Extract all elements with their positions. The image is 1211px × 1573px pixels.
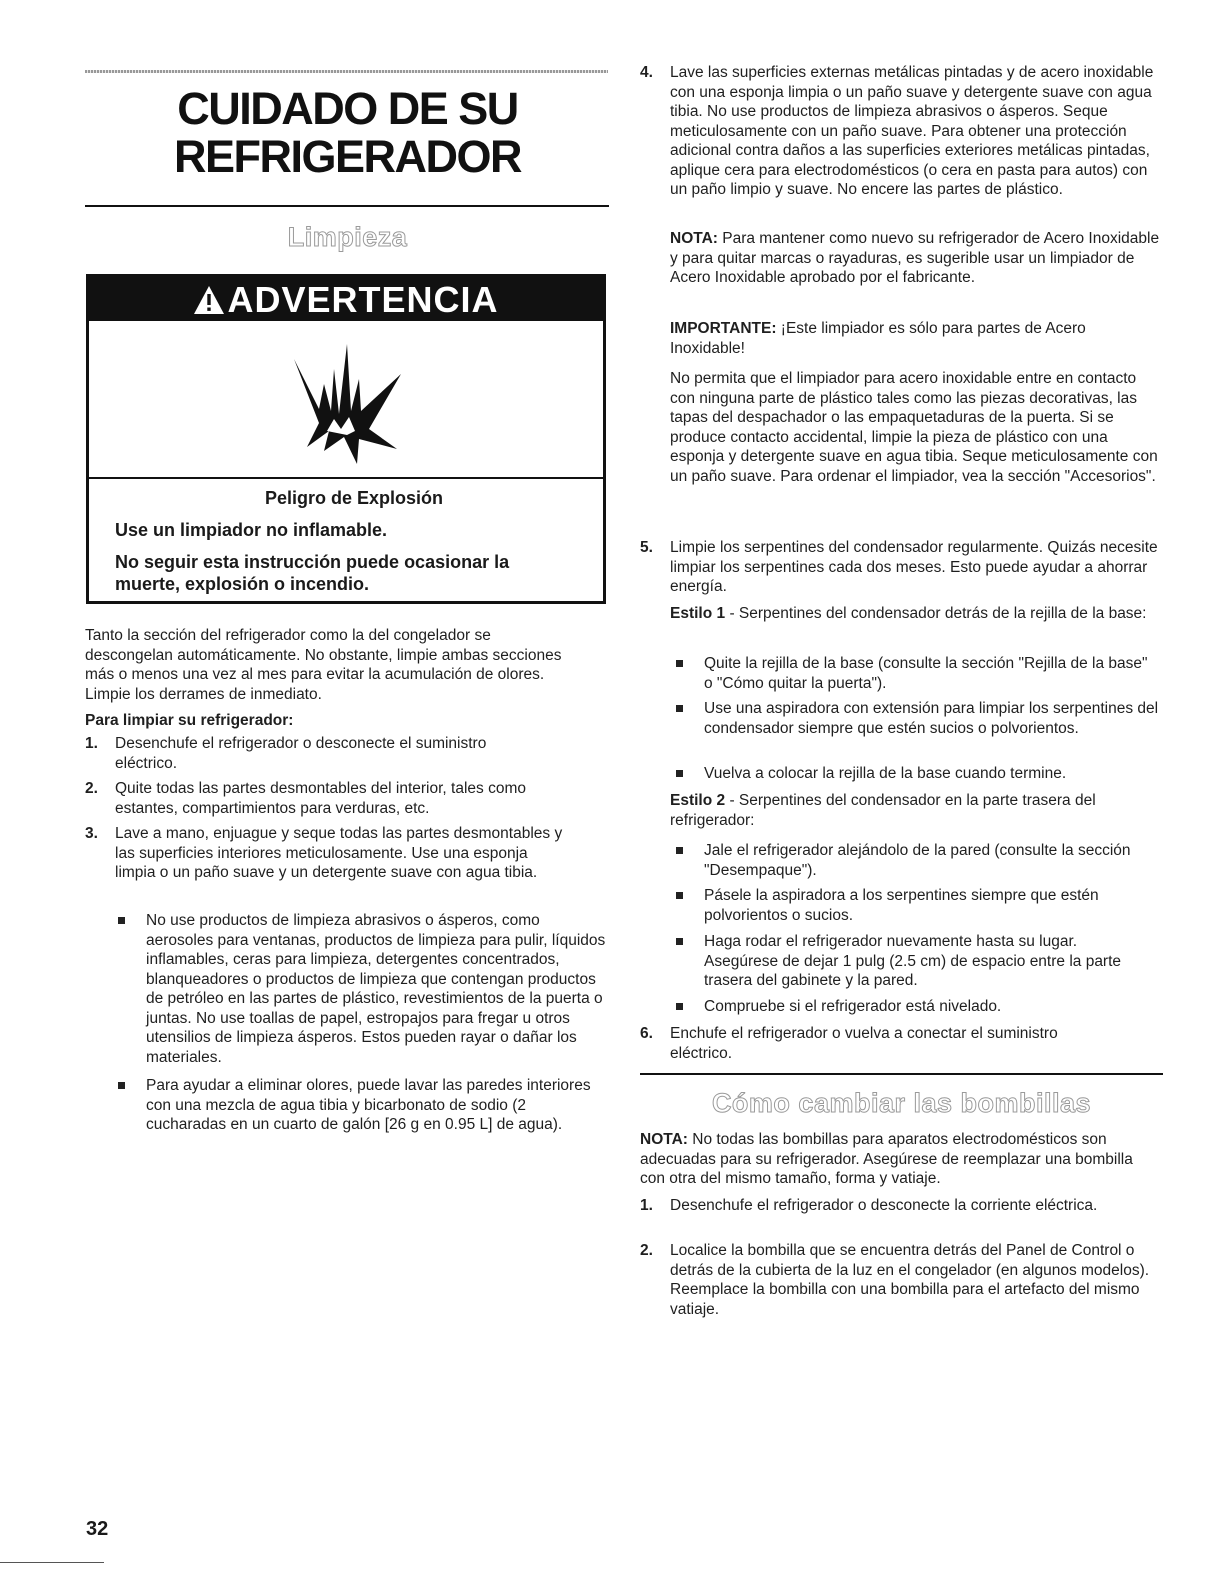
footer-rule [0,1562,104,1563]
warning-triangle-icon [193,280,225,326]
page-number: 32 [86,1518,109,1540]
warning-line-1: Use un limpiador no inflamable. [115,520,388,540]
list-item [640,1196,1162,1216]
step-text: Limpie los serpentines del condensador regularmente. Quizás necesite limpiar los serpentines cada dos meses. Esto puede ayudar a ahorrar energía. [670,539,1158,595]
style1-text: - Serpentines del condensador detrás de la rejilla de la base: [725,605,1147,622]
step-number: 6. [640,1025,653,1042]
warning-box [86,274,606,604]
warning-banner [89,277,603,321]
list-item [676,841,1162,880]
bullet-text: Para ayudar a eliminar olores, puede lavar las paredes interiores con una mezcla de agua tibia y bicarbonato de sodio (2 cucharadas en un cuarto de galón [26 g en 0.95 L] de agua). [146,1077,591,1133]
warning-divider [89,477,603,479]
bullet-text: Quite la rejilla de la base (consulte la sección "Rejilla de la base" o "Cómo quitar la puerta"). [704,655,1148,692]
important-text: ¡Este limpiador es sólo para partes de Acero Inoxidable! [670,320,1086,357]
bullet-text: Jale el refrigerador alejándolo de la pared (consulte la sección "Desempaque"). [704,842,1131,879]
bullet-icon [118,1082,125,1089]
step-text: Enchufe el refrigerador o vuelva a conectar el suministro eléctrico. [670,1025,1058,1062]
bullet-icon [676,892,683,899]
step-text: Lave a mano, enjuague y seque todas las partes desmontables y las superficies interiores meticulosamente. Use una esponja limpia o un paño suave y un detergente suave con agua tibia. [115,825,563,881]
bullet-text: Vuelva a colocar la rejilla de la base cuando termine. [704,765,1067,782]
section-heading-bulbs: Cómo cambiar las bombillas [711,1088,1092,1118]
list-item [640,1241,1162,1319]
top-dotted-rule [85,70,608,73]
step-number: 1. [640,1197,653,1214]
bullet-text: No use productos de limpieza abrasivos o ásperos, como aerosoles para ventanas, productos de limpieza para pulir, líquidos inflamables, ceras para limpieza, detergentes concentrados, blanqueadores o productos de limpieza que contengan productos de petróleo en las partes de plástico, revestimientos de la puerta o juntas. No use toallas de papel, estropajos para fregar u otros utensilios de limpieza ásperos. Estos pueden rayar o dañar los materiales. [146,912,606,1066]
section-heading-cleaning: Limpieza [287,222,408,252]
cleaning-intro: Tanto la sección del refrigerador como la del congelador se descongelan automáticamente. No obstante, limpie ambas secciones más o menos una vez al mes para evitar la acumulación de olores. Limpie los derrames de inmediato. [85,627,562,703]
list-item [118,1076,608,1135]
bullet-icon [676,847,683,854]
step-number: 2. [640,1242,653,1259]
section-divider [640,1073,1163,1075]
important-label: IMPORTANTE: [670,320,777,337]
step-number: 2. [85,780,98,797]
list-item [640,63,1162,200]
list-item [676,699,1162,738]
list-item [85,824,595,883]
style2-paragraph [670,791,1160,830]
step-text: Quite todas las partes desmontables del interior, tales como estantes, compartimientos para verduras, etc. [115,780,526,817]
bullet-text: Use una aspiradora con extensión para limpiar los serpentines del condensador siempre que estén sucios o polvorientos. [704,700,1159,737]
bullet-icon [676,705,683,712]
list-item [640,538,1162,597]
list-item [676,654,1162,693]
warning-title: Peligro de Explosión [264,488,444,508]
style2-label: Estilo 2 [670,792,726,809]
title-divider [85,205,609,207]
bullet-icon [676,1003,683,1010]
title-line-1: CUIDADO DE SU [177,83,518,134]
warning-text [115,487,593,605]
bullet-text: Haga rodar el refrigerador nuevamente hasta su lugar. Asegúrese de dejar 1 pulg (2.5 cm) de espacio entre la parte trasera del gabinete y la pared. [704,933,1122,989]
cleaning-subheading: Para limpiar su refrigerador: [85,712,294,729]
bullet-icon [676,660,683,667]
step-number: 1. [85,735,98,752]
warning-line-2: No seguir esta instrucción puede ocasionar la muerte, explosión o incendio. [115,552,510,594]
bullet-text: Compruebe si el refrigerador está nivelado. [704,998,1002,1015]
note-paragraph [670,229,1160,288]
list-item [676,932,1162,991]
bullet-icon [676,938,683,945]
step-text: Lave las superficies externas metálicas pintadas y de acero inoxidable con una esponja limpia o un paño suave y detergente suave con agua tibia. No use productos de limpieza abrasivos o ásperos. Seque meticulosamente con un paño suave. Para obtener una protección adicional contra daños a las superficies exteriores metálicas pintadas, aplique cera para electrodomésticos (o cera en pasta para autos) con un paño limpio y suave. No encere las partes de plástico. [670,64,1154,198]
contact-paragraph: No permita que el limpiador para acero inoxidable entre en contacto con ninguna parte de plástico tales como las piezas decorativas, las tapas del despachador o las empaquetaduras de la puerta. Si se produce contacto accidental, limpie la pieza de plástico con una esponja y detergente suave en agua tibia. Seque meticulosamente con un paño suave. Para ordenar el limpiador, vea la sección "Accesorios". [670,370,1158,485]
step-number: 5. [640,539,653,556]
step-number: 3. [85,825,98,842]
bulbs-note-paragraph [640,1130,1155,1189]
bullet-icon [676,770,683,777]
title-line-2: REFRIGERADOR [173,131,521,182]
list-item [676,997,1162,1017]
list-item [676,886,1162,925]
list-item [85,734,575,773]
list-item [118,911,608,1067]
list-item [640,1024,1162,1063]
step-text: Localice la bombilla que se encuentra detrás del Panel de Control o detrás de la cubierta de la luz en el congelador (en algunos modelos). Reemplace la bombilla con una bombilla para el artefacto del mismo vatiaje. [670,1242,1150,1318]
bulbs-note-label: NOTA: [640,1131,688,1148]
step-number: 4. [640,64,653,81]
important-paragraph [670,319,1160,358]
style1-paragraph [670,604,1160,624]
list-item [676,764,1162,784]
step-text: Desenchufe el refrigerador o desconecte el suministro eléctrico. [115,735,487,772]
note-label: NOTA: [670,230,718,247]
warning-banner-text: ADVERTENCIA [227,279,499,320]
bullet-text: Pásele la aspiradora a los serpentines siempre que estén polvorientos o sucios. [704,887,1099,924]
style1-label: Estilo 1 [670,605,726,622]
style2-text: - Serpentines del condensador en la parte trasera del refrigerador: [670,792,1096,829]
bulbs-note-text: No todas las bombillas para aparatos electrodomésticos son adecuadas para su refrigerador. Asegúrese de reemplazar una bombilla con otra del mismo tamaño, forma y vatiaje. [640,1131,1133,1187]
step-text: Desenchufe el refrigerador o desconecte la corriente eléctrica. [670,1197,1098,1214]
list-item [85,779,605,818]
note-text: Para mantener como nuevo su refrigerador de Acero Inoxidable y para quitar marcas o rayaduras, es sugerible usar un limpiador de Acero Inoxidable aprobado por el fabricante. [670,230,1160,286]
page-title [85,85,610,181]
bullet-icon [118,917,125,924]
